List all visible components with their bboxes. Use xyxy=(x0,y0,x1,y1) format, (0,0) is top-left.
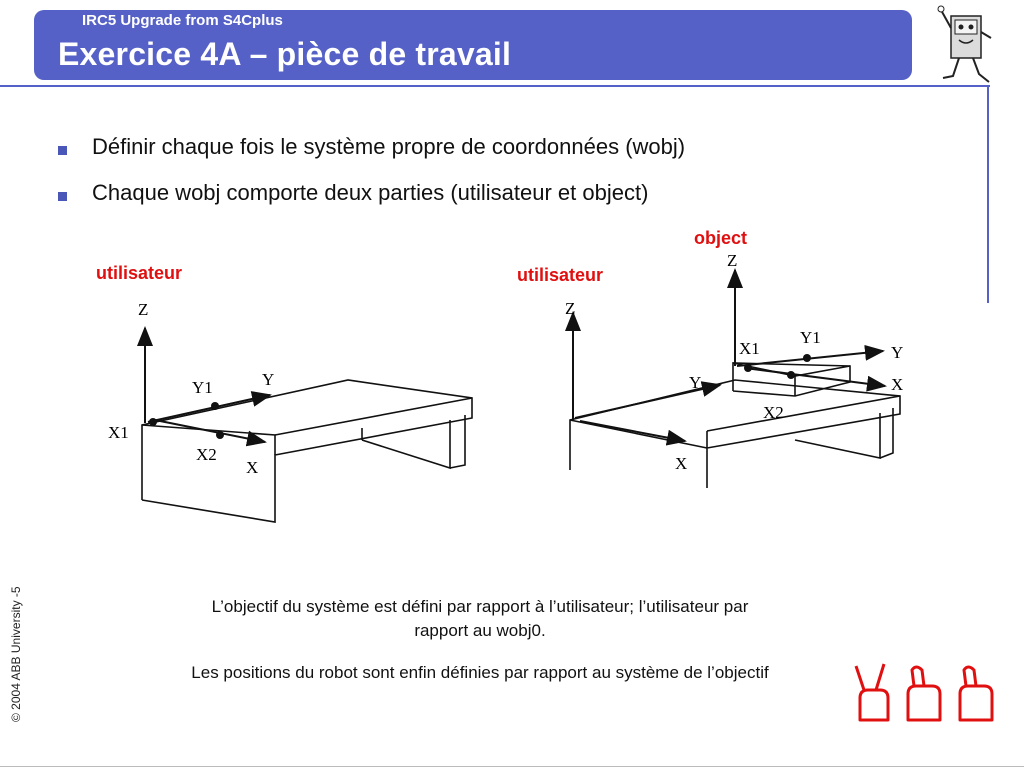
axis-label-x1-right: X1 xyxy=(739,339,760,358)
axis-label-x-user: X xyxy=(675,454,688,473)
axis-label-z-object: Z xyxy=(727,251,738,270)
bullet-item xyxy=(58,134,685,180)
axis-label-z: Z xyxy=(138,300,149,319)
bullet-item xyxy=(58,180,685,226)
axis-label-x: X xyxy=(246,458,259,477)
axis-label-y-object: Y xyxy=(891,343,904,362)
copyright: © 2004 ABB University -5 xyxy=(9,586,23,722)
bullet-square-icon xyxy=(58,146,67,155)
point-y1 xyxy=(211,402,219,410)
table-drawing xyxy=(142,380,472,522)
axis-label-z-user: Z xyxy=(565,299,576,318)
point-x2-right xyxy=(787,371,795,379)
footer-divider xyxy=(0,766,1024,767)
right-divider xyxy=(987,85,989,303)
bullet-text: Définir chaque fois le système propre de coordonnées (wobj) xyxy=(92,134,686,159)
axis-label-x-object: X xyxy=(891,375,904,394)
bullet-list xyxy=(58,134,685,226)
figure-left-workpiece xyxy=(100,290,490,530)
point-x1 xyxy=(149,418,157,426)
axis-label-y1-right: Y1 xyxy=(800,328,821,347)
slide-title: Exercice 4A – pièce de travail xyxy=(58,36,512,72)
victory-hands-icon xyxy=(850,660,1000,724)
axis-label-y: Y xyxy=(262,370,275,389)
header-divider xyxy=(0,85,990,87)
slide-subtitle: IRC5 Upgrade from S4Cplus xyxy=(82,12,283,29)
x-axis-user xyxy=(580,421,685,441)
point-x2 xyxy=(216,431,224,439)
label-utilisateur-left: utilisateur xyxy=(96,263,183,283)
point-x1-right xyxy=(744,364,752,372)
axis-label-y-user: Y xyxy=(689,373,702,392)
y-axis-left xyxy=(148,395,270,422)
caption-line-3: Les positions du robot sont enfin définies par rapport au système de l’objectif xyxy=(191,663,769,682)
axis-label-x1: X1 xyxy=(108,423,129,442)
bullet-text: Chaque wobj comporte deux parties (utilisateur et object) xyxy=(92,180,649,205)
label-object: object xyxy=(694,228,748,248)
caption-line-1: L’objectif du système est défini par rapport à l’utilisateur; l’utilisateur par xyxy=(211,597,749,616)
axis-label-x2: X2 xyxy=(196,445,217,464)
axis-label-y1: Y1 xyxy=(192,378,213,397)
caption-line-2: rapport au wobj0. xyxy=(414,621,546,640)
label-utilisateur-right: utilisateur xyxy=(517,265,604,285)
point-y1-right xyxy=(803,354,811,362)
x-axis-left xyxy=(155,420,265,442)
computer-mascot-icon xyxy=(935,2,995,88)
bullet-square-icon xyxy=(58,192,67,201)
axis-label-x2-right: X2 xyxy=(763,403,784,422)
figure-right-workpiece xyxy=(545,248,925,488)
